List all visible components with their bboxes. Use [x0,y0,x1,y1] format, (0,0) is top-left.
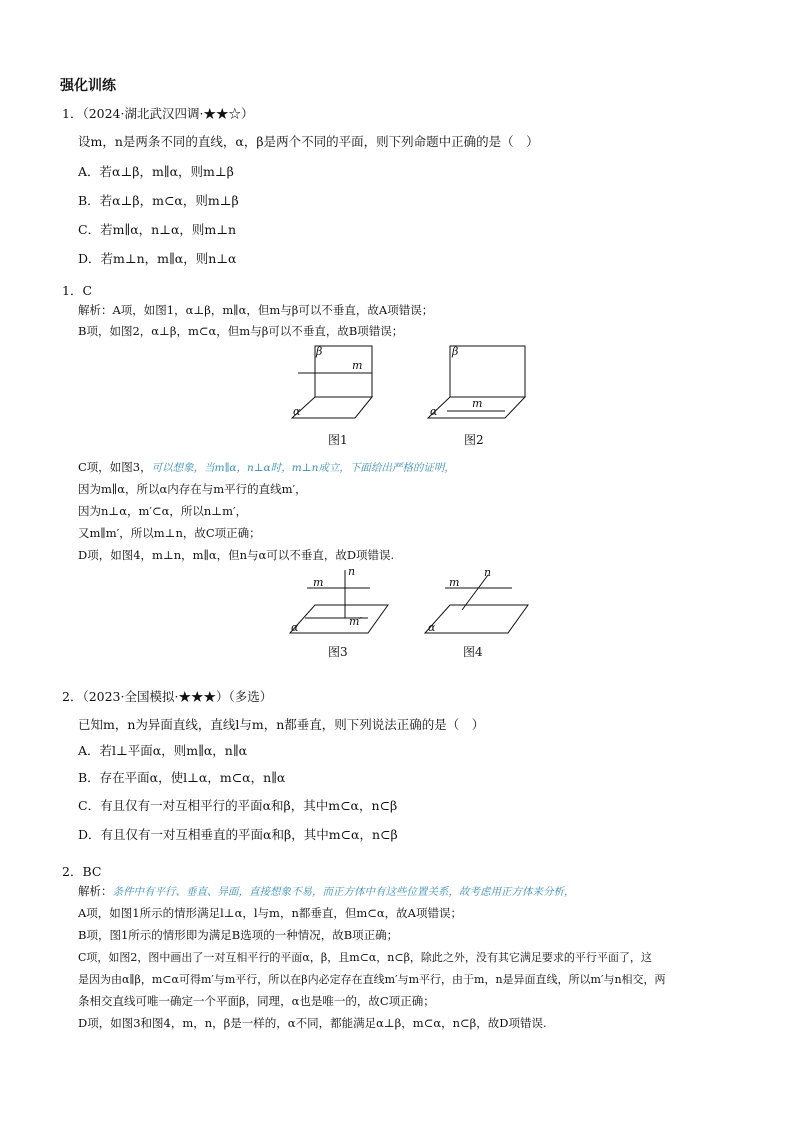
question-2-header: 2．（2023·全国模拟·★★★）（多选） [62,689,273,704]
question-1-stem: 设m，n是两条不同的直线，α，β是两个不同的平面，则下列命题中正确的是（ ） [78,134,539,149]
answer-2-line-1-prefix: 解析： [78,884,113,898]
question-1-option-d: D．若m⊥n，m∥α，则n⊥α [78,251,237,266]
question-1-option-c: C．若m∥α，n⊥α，则m⊥n [78,222,237,237]
figure-3-n-label: n [348,565,356,578]
figure-3 [285,565,395,640]
answer-1-line-3-note: 可以想象，当m∥α，n⊥α时，m⊥n成立，下面给出严格的证明， [151,462,455,474]
figure-4-caption: 图4 [463,645,483,659]
figure-2-beta-label: β [452,345,459,358]
figure-3-m-label: m [313,576,324,589]
figure-1-beta-label: β [316,345,323,358]
answer-1-line-7: D项，如图4，m⊥n，m∥α，但n与α可以不垂直，故D项错误. [78,548,395,562]
answer-2-line-6: 条相交直线可唯一确定一个平面β，同理，α也是唯一的，故C项正确； [78,994,435,1008]
answer-1-line-3 [78,459,455,475]
figure-4 [420,565,535,640]
figure-3-caption: 图3 [328,645,348,659]
figure-3-m-prime-label: m′ [349,615,362,628]
answer-1-line-4: 因为m∥α，所以α内存在与m平行的直线m′， [78,482,307,496]
figure-2-alpha-label: α [430,405,438,418]
question-1-option-b: B．若α⊥β，m⊂α，则m⊥β [78,193,239,208]
figure-2-m-label: m [472,397,483,410]
question-1-header: 1．（2024·湖北武汉四调·★★☆） [62,106,254,121]
answer-2-line-7: D项，如图3和图4，m，n，β是一样的，α不同，都能满足α⊥β，m⊂α，n⊂β，故D项错误. [78,1016,547,1030]
question-2-option-b: B．存在平面α，使l⊥α，m⊂α，n∥α [78,770,286,785]
figure-4-n-label: n [484,566,492,579]
answer-1: 1．C [62,283,93,298]
figure-2-caption: 图2 [464,433,484,447]
section-title: 强化训练 [60,78,116,94]
figure-4-alpha-label: α [428,621,436,634]
question-2-option-a: A．若l⊥平面α，则m∥α，n∥α [78,743,248,758]
question-2-stem: 已知m，n为异面直线，直线l与m，n都垂直，则下列说法正确的是（ ） [78,717,485,732]
answer-2: 2．BC [62,864,102,879]
figure-1-m-label: m [352,359,363,372]
question-2-option-d: D．有且仅有一对互相垂直的平面α和β，其中m⊂α，n⊂β [78,827,398,842]
answer-2-line-3: B项，图1所示的情形即为满足B选项的一种情况，故B项正确； [78,928,399,942]
answer-1-line-5: 因为n⊥α，m′⊂α，所以n⊥m′， [78,504,248,518]
figure-1-alpha-label: α [293,405,301,418]
figure-3-alpha-label: α [291,621,299,634]
answer-1-line-1: 解析：A项，如图1，α⊥β，m∥α，但m与β可以不垂直，故A项错误； [78,303,434,317]
answer-2-line-1 [78,883,575,899]
answer-2-line-5: 是因为由α∥β，m⊂α可得m′与m平行，所以在β内必定存在直线m′与m平行，由于m，n是异面直线，所以m′与n相交，两 [78,973,666,986]
answer-1-line-2: B项，如图2，α⊥β，m⊂α，但m与β可以不垂直，故B项错误； [78,324,404,338]
answer-1-line-3-prefix: C项，如图3， [78,460,152,474]
figure-1-caption: 图1 [328,433,348,447]
answer-2-line-4: C项，如图2，图中画出了一对互相平行的平面α，β，且m⊂α，n⊂β，除此之外，没有其它满足要求的平行平面了，这 [78,951,652,964]
figure-2 [420,340,540,430]
answer-2-line-1-note: 条件中有平行、垂直、异面，直接想象不易，而正方体中有这些位置关系，故考虑用正方体来分析， [112,886,575,898]
answer-1-line-6: 又m∥m′，所以m⊥n，故C项正确； [78,526,261,540]
figure-4-m-label: m [449,576,460,589]
question-1-option-a: A．若α⊥β，m∥α，则m⊥β [78,164,234,179]
question-2-option-c: C．有且仅有一对互相平行的平面α和β，其中m⊂α，n⊂β [78,798,398,813]
answer-2-line-2: A项，如图1所示的情形满足l⊥α，l与m，n都垂直，但m⊂α，故A项错误； [78,906,462,920]
